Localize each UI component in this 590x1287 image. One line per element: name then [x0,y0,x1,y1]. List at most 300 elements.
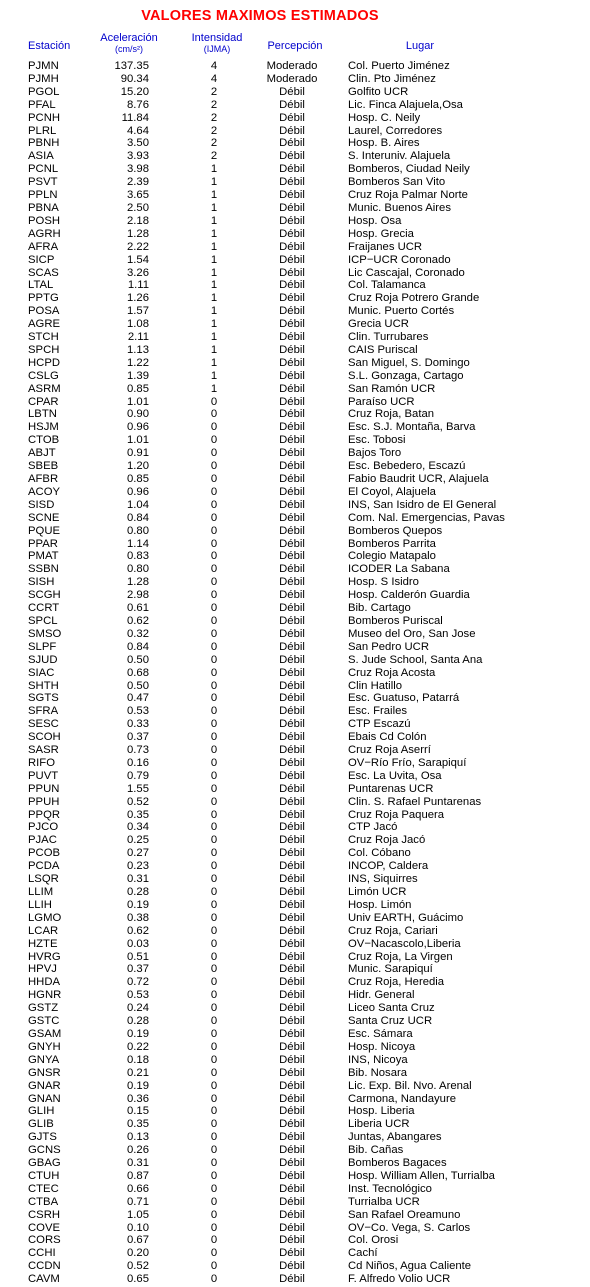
table-row [0,770,590,783]
table-row [0,396,590,409]
cell-percepcion: Débil [279,292,305,305]
cell-aceleracion: 0.90 [127,408,149,421]
cell-aceleracion: 0.85 [127,382,149,395]
cell-intensidad: 0 [210,576,218,589]
page-title: VALORES MAXIMOS ESTIMADOS [141,8,379,24]
cell-intensidad: 0 [210,485,218,498]
table-row [0,125,590,138]
cell-percepcion: Débil [279,1027,305,1040]
cell-aceleracion: 4.64 [127,124,149,137]
cell-aceleracion: 0.19 [127,1079,149,1092]
table-row [0,925,590,938]
cell-aceleracion: 2.22 [127,240,149,253]
station-table [0,60,590,1286]
cell-percepcion: Débil [279,498,305,511]
cell-percepcion: Débil [279,847,305,860]
cell-lugar: Esc. S.J. Montaña, Barva [348,421,476,434]
cell-lugar: INS, Nicoya [348,1053,408,1066]
table-row [0,434,590,447]
cell-aceleracion: 0.15 [127,1105,149,1118]
cell-percepcion: Débil [279,163,305,176]
cell-percepcion: Débil [279,782,305,795]
cell-aceleracion: 1.14 [127,537,149,550]
cell-intensidad: 1 [210,356,218,369]
cell-percepcion: Débil [279,1015,305,1028]
cell-aceleracion: 0.26 [127,1144,149,1157]
cell-percepcion: Débil [279,653,305,666]
cell-aceleracion: 1.20 [127,460,149,473]
table-row [0,408,590,421]
cell-lugar: Clin. Pto Jiménez [348,72,436,85]
cell-lugar: CAIS Puriscal [348,343,418,356]
cell-intensidad: 4 [210,60,218,72]
cell-intensidad: 0 [210,653,218,666]
cell-lugar: Col. Puerto Jiménez [348,60,450,72]
header-intensidad-label: Intensidad [191,32,243,44]
cell-percepcion: Débil [279,1053,305,1066]
cell-lugar: INS, Siquirres [348,873,418,886]
cell-lugar: Inst. Tecnológico [348,1182,432,1195]
cell-lugar: Hosp. Calderón Guardia [348,589,470,602]
cell-lugar: INCOP, Caldera [348,860,429,873]
cell-estacion: PUVT [28,769,59,782]
cell-aceleracion: 0.96 [127,485,149,498]
cell-intensidad: 0 [210,1247,218,1260]
table-row [0,1234,590,1247]
cell-lugar: Cruz Roja, Heredia [348,976,445,989]
cell-lugar: Hosp. B. Aires [348,137,420,150]
cell-percepcion: Débil [279,318,305,331]
cell-estacion: PMAT [28,550,59,563]
cell-lugar: Hosp. Nicoya [348,1040,416,1053]
cell-estacion: GNAR [28,1079,61,1092]
cell-aceleracion: 0.37 [127,731,149,744]
cell-estacion: PCNH [28,111,61,124]
cell-percepcion: Débil [279,1195,305,1208]
cell-aceleracion: 1.22 [127,356,149,369]
table-row [0,318,590,331]
cell-lugar: Clin. Turrubares [348,331,429,344]
cell-estacion: SCOH [28,731,61,744]
table-row [0,150,590,163]
cell-intensidad: 0 [210,873,218,886]
cell-intensidad: 0 [210,756,218,769]
table-row [0,99,590,112]
table-row [0,447,590,460]
cell-aceleracion: 3.98 [127,163,149,176]
table-row [0,1131,590,1144]
cell-lugar: San Ramón UCR [348,382,436,395]
cell-aceleracion: 0.83 [127,550,149,563]
cell-percepcion: Débil [279,1234,305,1247]
table-row [0,137,590,150]
cell-percepcion: Débil [279,1144,305,1157]
cell-intensidad: 0 [210,847,218,860]
table-row [0,886,590,899]
cell-intensidad: 0 [210,989,218,1002]
table-row [0,912,590,925]
cell-estacion: SIAC [28,666,55,679]
cell-intensidad: 0 [210,447,218,460]
cell-aceleracion: 1.55 [127,782,149,795]
cell-estacion: AFBR [28,473,59,485]
cell-intensidad: 0 [210,627,218,640]
cell-lugar: Laurel, Corredores [348,124,443,137]
cell-estacion: PCOB [28,847,61,860]
cell-percepcion: Débil [279,795,305,808]
cell-aceleracion: 0.31 [127,873,149,886]
cell-aceleracion: 2.18 [127,214,149,227]
cell-percepcion: Débil [279,1157,305,1170]
cell-intensidad: 0 [210,1040,218,1053]
cell-estacion: CSRH [28,1208,61,1221]
table-row [0,73,590,86]
cell-percepcion: Débil [279,331,305,344]
cell-intensidad: 0 [210,769,218,782]
cell-lugar: Bajos Toro [348,447,402,460]
cell-percepcion: Débil [279,731,305,744]
cell-aceleracion: 0.37 [127,963,149,976]
cell-lugar: Bib. Cañas [348,1144,404,1157]
cell-aceleracion: 0.31 [127,1157,149,1170]
cell-estacion: ABJT [28,447,56,460]
cell-percepcion: Débil [279,343,305,356]
cell-intensidad: 0 [210,1169,218,1182]
cell-percepcion: Débil [279,821,305,834]
cell-lugar: OV−Co. Vega, S. Carlos [348,1221,471,1234]
cell-estacion: HPVJ [28,963,57,976]
cell-aceleracion: 0.25 [127,834,149,847]
cell-estacion: LGMO [28,911,62,924]
header-intensidad [172,33,262,55]
cell-lugar: Hosp. C. Neily [348,111,421,124]
cell-percepcion: Débil [279,911,305,924]
cell-estacion: SISD [28,498,55,511]
cell-estacion: ASRM [28,382,61,395]
cell-lugar: Cruz Roja, Cariari [348,924,438,937]
cell-percepcion: Débil [279,1273,305,1286]
table-row [0,305,590,318]
cell-lugar: ICP−UCR Coronado [348,253,451,266]
cell-percepcion: Moderado [266,60,318,72]
cell-aceleracion: 0.20 [127,1247,149,1260]
cell-percepcion: Débil [279,924,305,937]
cell-intensidad: 1 [210,292,218,305]
table-row [0,963,590,976]
cell-intensidad: 0 [210,782,218,795]
cell-aceleracion: 0.84 [127,640,149,653]
cell-estacion: LLIM [28,886,54,898]
cell-aceleracion: 0.84 [127,511,149,524]
cell-lugar: Santa Cruz UCR [348,1015,433,1028]
cell-intensidad: 0 [210,1144,218,1157]
table-row [0,589,590,602]
cell-aceleracion: 0.50 [127,653,149,666]
cell-aceleracion: 90.34 [120,72,149,85]
cell-percepcion: Débil [279,1105,305,1118]
cell-estacion: CCDN [28,1260,61,1273]
table-row [0,576,590,589]
cell-intensidad: 1 [210,343,218,356]
cell-intensidad: 0 [210,1092,218,1105]
cell-aceleracion: 0.18 [127,1053,149,1066]
cell-estacion: CCHI [28,1247,56,1260]
cell-intensidad: 0 [210,718,218,731]
cell-estacion: SGTS [28,692,59,705]
cell-lugar: Lic. Finca Alajuela,Osa [348,98,463,111]
cell-lugar: Bomberos Puriscal [348,614,443,627]
cell-percepcion: Débil [279,266,305,279]
cell-aceleracion: 0.51 [127,950,149,963]
cell-lugar: Hosp. Osa [348,214,402,227]
table-row [0,680,590,693]
cell-percepcion: Débil [279,860,305,873]
table-row [0,344,590,357]
cell-estacion: CCRT [28,602,60,615]
cell-estacion: LLIH [28,898,52,911]
cell-intensidad: 0 [210,911,218,924]
cell-aceleracion: 0.79 [127,769,149,782]
table-row [0,1002,590,1015]
cell-estacion: HVRG [28,950,61,963]
cell-estacion: CSLG [28,369,59,382]
cell-intensidad: 0 [210,434,218,447]
cell-lugar: Esc. Bebedero, Escazú [348,460,466,473]
cell-lugar: INS, San Isidro de El General [348,498,497,511]
cell-aceleracion: 0.62 [127,924,149,937]
cell-lugar: Bib. Cartago [348,602,411,615]
cell-lugar: Paraíso UCR [348,395,415,408]
table-row [0,1093,590,1106]
table-row [0,228,590,241]
cell-aceleracion: 0.33 [127,718,149,731]
cell-intensidad: 0 [210,1260,218,1273]
cell-aceleracion: 1.01 [127,395,149,408]
cell-estacion: PPQR [28,808,61,821]
cell-aceleracion: 0.80 [127,563,149,576]
cell-percepcion: Débil [279,589,305,602]
cell-aceleracion: 0.38 [127,911,149,924]
cell-aceleracion: 3.65 [127,189,149,202]
table-row [0,486,590,499]
cell-percepcion: Débil [279,576,305,589]
cell-lugar: Col. Talamanca [348,279,426,292]
cell-aceleracion: 11.84 [121,111,149,124]
table-row [0,731,590,744]
cell-aceleracion: 0.61 [127,602,149,615]
table-row [0,112,590,125]
cell-percepcion: Débil [279,305,305,318]
cell-estacion: COVE [28,1221,61,1234]
cell-lugar: Colegio Matapalo [348,550,436,563]
table-row [0,1144,590,1157]
cell-estacion: LBTN [28,408,57,421]
cell-estacion: GSTZ [28,1002,59,1015]
cell-lugar: Bib. Nosara [348,1066,408,1079]
cell-lugar: Col. Orosi [348,1234,399,1247]
cell-intensidad: 1 [210,189,218,202]
cell-estacion: LSQR [28,873,59,886]
cell-percepcion: Débil [279,279,305,292]
cell-aceleracion: 0.52 [127,795,149,808]
cell-percepcion: Débil [279,640,305,653]
table-row [0,757,590,770]
cell-estacion: PFAL [28,98,56,111]
cell-estacion: GNAN [28,1092,61,1105]
table-row [0,834,590,847]
cell-estacion: PPLN [28,189,58,202]
cell-intensidad: 1 [210,214,218,227]
cell-percepcion: Débil [279,395,305,408]
cell-lugar: Ebais Cd Colón [348,731,427,744]
cell-lugar: OV−Río Frío, Sarapiquí [348,756,467,769]
cell-lugar: S. Jude School, Santa Ana [348,653,483,666]
table-row [0,421,590,434]
cell-intensidad: 0 [210,1118,218,1131]
table-row [0,860,590,873]
cell-estacion: CTBA [28,1195,59,1208]
cell-intensidad: 0 [210,1221,218,1234]
table-row [0,1157,590,1170]
cell-estacion: SESC [28,718,59,731]
cell-lugar: Cruz Roja Palmar Norte [348,189,468,202]
cell-lugar: Clin Hatillo [348,679,402,692]
table-row [0,796,590,809]
cell-intensidad: 4 [210,72,218,85]
table-row [0,460,590,473]
table-row [0,989,590,1002]
cell-intensidad: 1 [210,279,218,292]
cell-percepcion: Débil [279,1169,305,1182]
cell-estacion: GLIB [28,1118,54,1131]
cell-intensidad: 2 [210,111,218,124]
cell-estacion: PJMN [28,60,59,72]
table-row [0,525,590,538]
table-row [0,809,590,822]
table-row [0,499,590,512]
cell-aceleracion: 1.54 [127,253,149,266]
cell-percepcion: Débil [279,473,305,485]
cell-percepcion: Débil [279,705,305,718]
cell-intensidad: 0 [210,898,218,911]
table-row [0,1196,590,1209]
cell-aceleracion: 1.04 [127,498,149,511]
cell-aceleracion: 0.34 [127,821,149,834]
cell-lugar: Cd Niños, Agua Caliente [348,1260,472,1273]
cell-aceleracion: 0.03 [127,937,149,950]
table-row [0,641,590,654]
table-row [0,254,590,267]
cell-percepcion: Débil [279,189,305,202]
cell-lugar: Turrialba UCR [348,1195,420,1208]
table-row [0,1183,590,1196]
cell-aceleracion: 3.93 [127,150,149,163]
cell-aceleracion: 2.39 [127,176,149,189]
cell-estacion: GNSR [28,1066,61,1079]
cell-estacion: SICP [28,253,55,266]
cell-percepcion: Débil [279,460,305,473]
table-row [0,783,590,796]
cell-intensidad: 1 [210,331,218,344]
cell-aceleracion: 0.35 [127,808,149,821]
cell-percepcion: Débil [279,808,305,821]
cell-aceleracion: 0.91 [127,447,149,460]
cell-percepcion: Débil [279,976,305,989]
cell-intensidad: 0 [210,563,218,576]
cell-percepcion: Débil [279,873,305,886]
table-row [0,241,590,254]
cell-lugar: Fabio Baudrit UCR, Alajuela [348,473,489,485]
cell-estacion: SCNE [28,511,60,524]
cell-aceleracion: 0.28 [127,1015,149,1028]
cell-percepcion: Débil [279,692,305,705]
cell-intensidad: 2 [210,137,218,150]
cell-intensidad: 0 [210,821,218,834]
table-row [0,602,590,615]
cell-lugar: Esc. Frailes [348,705,408,718]
cell-intensidad: 0 [210,744,218,757]
cell-estacion: SSBN [28,563,59,576]
cell-intensidad: 0 [210,692,218,705]
table-row [0,60,590,73]
cell-intensidad: 0 [210,614,218,627]
cell-percepcion: Débil [279,111,305,124]
cell-aceleracion: 0.65 [127,1273,149,1286]
cell-intensidad: 0 [210,550,218,563]
cell-aceleracion: 1.28 [127,227,149,240]
cell-percepcion: Débil [279,950,305,963]
cell-percepcion: Débil [279,1208,305,1221]
cell-aceleracion: 8.76 [127,98,149,111]
cell-percepcion: Débil [279,937,305,950]
cell-aceleracion: 0.36 [127,1092,149,1105]
table-row [0,215,590,228]
table-row [0,899,590,912]
cell-percepcion: Débil [279,356,305,369]
cell-aceleracion: 0.72 [127,976,149,989]
header-aceleracion-unit: (cm/s²) [115,44,143,54]
cell-percepcion: Débil [279,1118,305,1131]
cell-percepcion: Débil [279,1260,305,1273]
table-row [0,331,590,344]
cell-percepcion: Débil [279,253,305,266]
cell-estacion: AFRA [28,240,59,253]
cell-percepcion: Débil [279,447,305,460]
cell-percepcion: Débil [279,98,305,111]
cell-lugar: Grecia UCR [348,318,409,331]
cell-estacion: GNYA [28,1053,60,1066]
cell-estacion: RIFO [28,756,55,769]
cell-aceleracion: 0.62 [127,614,149,627]
cell-estacion: ACOY [28,485,61,498]
cell-estacion: PJMH [28,72,59,85]
cell-lugar: Cruz Roja, Batan [348,408,435,421]
cell-estacion: PQUE [28,524,61,537]
cell-estacion: SLPF [28,640,57,653]
cell-intensidad: 0 [210,795,218,808]
cell-aceleracion: 0.28 [127,886,149,898]
cell-intensidad: 1 [210,253,218,266]
cell-lugar: Museo del Oro, San Jose [348,627,476,640]
cell-intensidad: 2 [210,85,218,98]
cell-estacion: CTEC [28,1182,59,1195]
cell-aceleracion: 3.50 [127,137,149,150]
cell-aceleracion: 0.22 [127,1040,149,1053]
cell-percepcion: Débil [279,434,305,447]
cell-intensidad: 0 [210,511,218,524]
cell-percepcion: Débil [279,537,305,550]
table-row [0,976,590,989]
